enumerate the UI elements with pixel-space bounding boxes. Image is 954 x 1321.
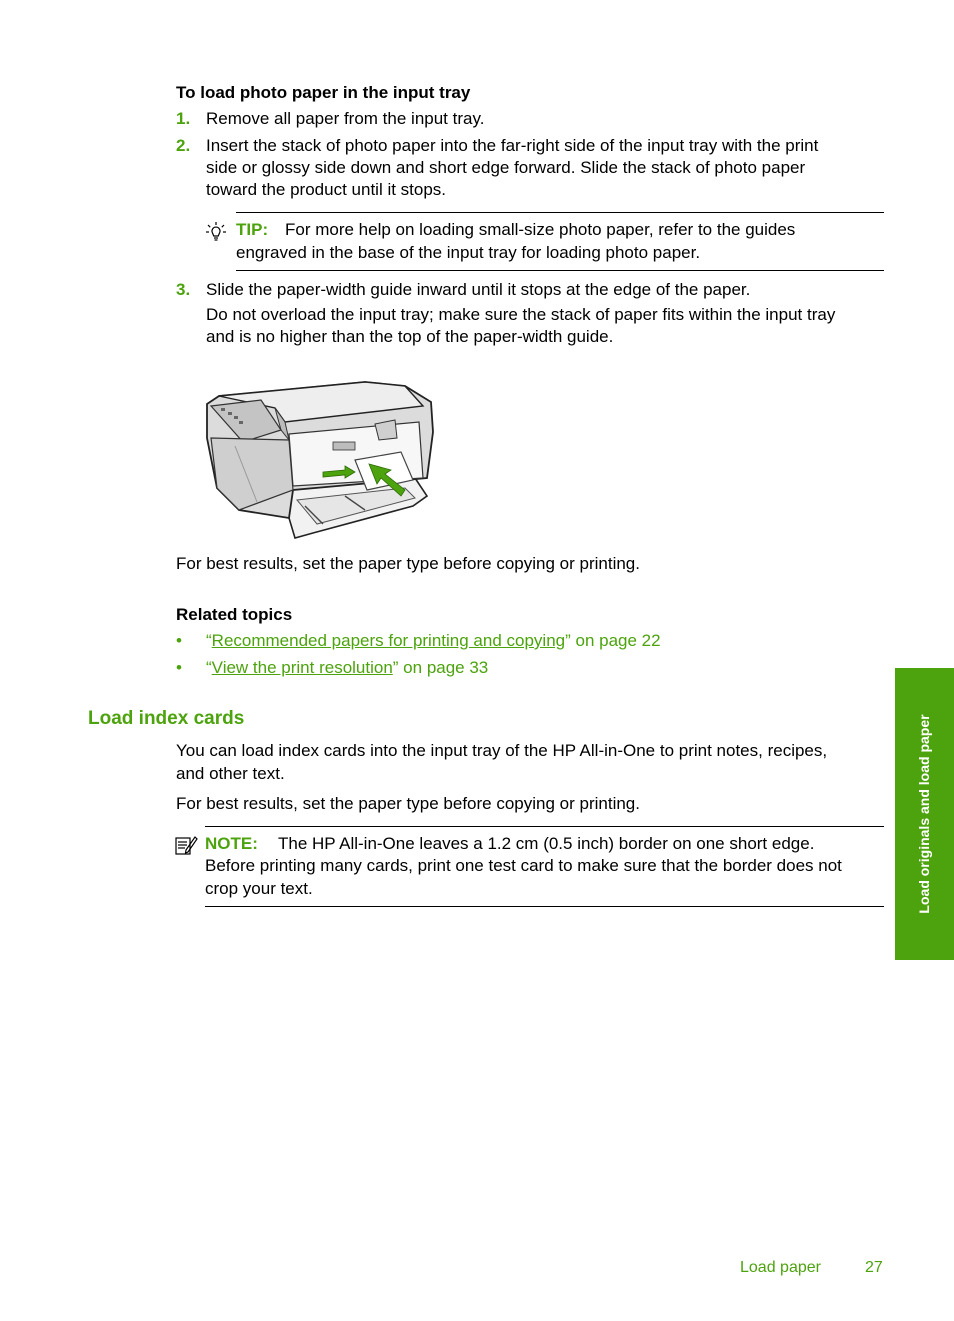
tip-text: engraved in the base of the input tray for loading photo paper.: [236, 243, 701, 262]
note-text: crop your text.: [205, 879, 313, 898]
related-topic-item: [206, 657, 488, 679]
page-ref: ” on page 33: [392, 658, 489, 677]
chapter-side-tab-label: Load originals and load paper: [916, 714, 932, 914]
related-topic-item: [206, 630, 661, 652]
procedure-heading: To load photo paper in the input tray: [176, 83, 471, 102]
page-number: 27: [865, 1259, 883, 1276]
step-note-text: and is no higher than the top of the paper-width guide.: [206, 327, 614, 346]
step-note-text: Do not overload the input tray; make sure the stack of paper fits within the input tray: [206, 305, 836, 324]
quote-open: “: [206, 631, 212, 650]
note-text: The HP All-in-One leaves a 1.2 cm (0.5 inch) border on one short edge.: [278, 834, 815, 853]
step-number: 2.: [176, 136, 191, 155]
printer-illustration: [205, 378, 437, 548]
quote-open: “: [206, 658, 212, 677]
step-text: toward the product until it stops.: [206, 180, 447, 199]
lightbulb-icon: [205, 221, 227, 248]
step-number: 1.: [176, 109, 191, 128]
note-pencil-icon: [174, 834, 198, 861]
note-top-rule: [205, 826, 884, 827]
step-text: side or glossy side down and short edge forward. Slide the stack of photo paper: [206, 158, 806, 177]
related-topics-heading: Related topics: [176, 605, 293, 624]
bullet: •: [176, 658, 182, 677]
bullet: •: [176, 631, 182, 650]
tip-label: TIP:: [236, 220, 269, 239]
section-paragraph: You can load index cards into the input tray of the HP All-in-One to print notes, recipes,: [176, 741, 828, 760]
page-ref: ” on page 22: [565, 631, 661, 650]
step-text: Slide the paper-width guide inward until it stops at the edge of the paper.: [206, 280, 751, 299]
related-link-print-resolution[interactable]: View the print resolution: [211, 658, 393, 677]
step-number: 3.: [176, 280, 191, 299]
footer-section: Load paper: [740, 1259, 821, 1276]
note-label: NOTE:: [205, 834, 258, 853]
best-results-text: For best results, set the paper type before copying or printing.: [176, 794, 640, 813]
step-text: Remove all paper from the input tray.: [206, 109, 485, 128]
tip-text: For more help on loading small-size photo paper, refer to the guides: [285, 220, 796, 239]
tip-bottom-rule: [236, 270, 884, 271]
related-link-recommended-papers[interactable]: Recommended papers for printing and copying: [211, 631, 566, 650]
note-bottom-rule: [205, 906, 884, 907]
tip-top-rule: [236, 212, 884, 213]
section-paragraph: and other text.: [176, 764, 285, 783]
note-text: Before printing many cards, print one test card to make sure that the border does not: [205, 856, 842, 875]
best-results-text: For best results, set the paper type before copying or printing.: [176, 554, 640, 573]
section-title: Load index cards: [88, 708, 245, 729]
step-text: Insert the stack of photo paper into the far-right side of the input tray with the print: [206, 136, 819, 155]
chapter-side-tab: [895, 668, 954, 960]
